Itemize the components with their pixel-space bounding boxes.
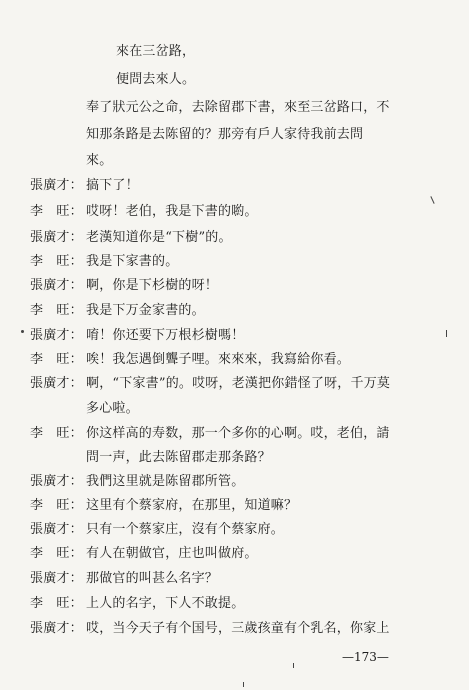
verse-line-1: 來在三岔路， [116,44,196,59]
speaker-label: 李 旺： [30,596,83,611]
speaker-label: 李 旺： [30,204,83,219]
speaker-label: 李 旺： [30,498,83,513]
speaker-label: 張廣才： [30,376,83,391]
dialogue-text: 有人在朝做官，庄也叫做府。 [86,546,258,561]
dialogue-text: 唉！我怎遇倒聾子哩。來來來，我寫給你看。 [86,352,351,367]
verse-line-2: 便問去來人。 [116,72,196,87]
speaker-label: 張廣才： [30,328,83,343]
dialogue-text: 这里有个蔡家府，在那里，知道嘛？ [86,498,298,513]
speaker-label: 李 旺： [30,426,83,441]
scan-speck [243,682,244,687]
intro-line-3: 來。 [86,153,113,168]
scan-speck [21,330,24,333]
speaker-label: 張廣才： [30,522,83,537]
page-number: —173— [342,650,389,664]
dialogue-text: 上人的名字，下人不敢提。 [86,596,245,611]
dialogue-text: 哎，当今天子有个国号，三歲孩童有个乳名，你家上 [86,621,390,636]
speaker-label: 李 旺： [30,254,83,269]
dialogue-text: 我是下家書的。 [86,254,179,269]
speaker-label: 張廣才： [30,230,83,245]
intro-line-2: 知那条路是去陈留的？那旁有戶人家待我前去問 [86,127,364,142]
speaker-label: 張廣才： [30,621,83,636]
dialogue-text: 我是下万金家書的。 [86,303,205,318]
dialogue-text-continued: 問一声，此去陈留郡走那条路？ [86,450,271,465]
speaker-label: 張廣才： [30,278,83,293]
speaker-label: 李 旺： [30,546,83,561]
scan-speck [293,663,294,668]
dialogue-text: 那做官的叫甚么名字？ [86,571,219,586]
dialogue-text: 我們这里就是陈留郡所管。 [86,474,245,489]
speaker-label: 張廣才： [30,474,83,489]
speaker-label: 李 旺： [30,352,83,367]
speaker-label: 張廣才： [30,571,83,586]
intro-line-1: 奉了狀元公之命，去除留郡下書，來至三岔路口，不 [86,100,390,115]
dialogue-text: 你这样高的寿数，那一个多你的心啊。哎，老伯，請 [86,426,390,441]
speaker-label: 張廣才： [30,178,83,193]
dialogue-text-continued: 多心啦。 [86,401,139,416]
speaker-label: 李 旺： [30,303,83,318]
scan-speck [446,330,447,337]
dialogue-text: 只有一个蔡家庄，沒有个蔡家府。 [86,522,285,537]
dialogue-text: 哎呀！老伯，我是下書的喲。 [86,204,258,219]
scan-speck [430,196,434,204]
dialogue-text: 啊，“下家書”的。哎呀，老漢把你錯怪了呀，千万莫 [86,376,391,391]
dialogue-text: 啊，你是下杉樹的呀！ [86,278,219,293]
dialogue-text: 老漢知道你是“下樹”的。 [86,230,232,245]
dialogue-text: 唷！你还要下万根杉樹嗎！ [86,328,245,343]
dialogue-text: 搞下了！ [86,178,139,193]
